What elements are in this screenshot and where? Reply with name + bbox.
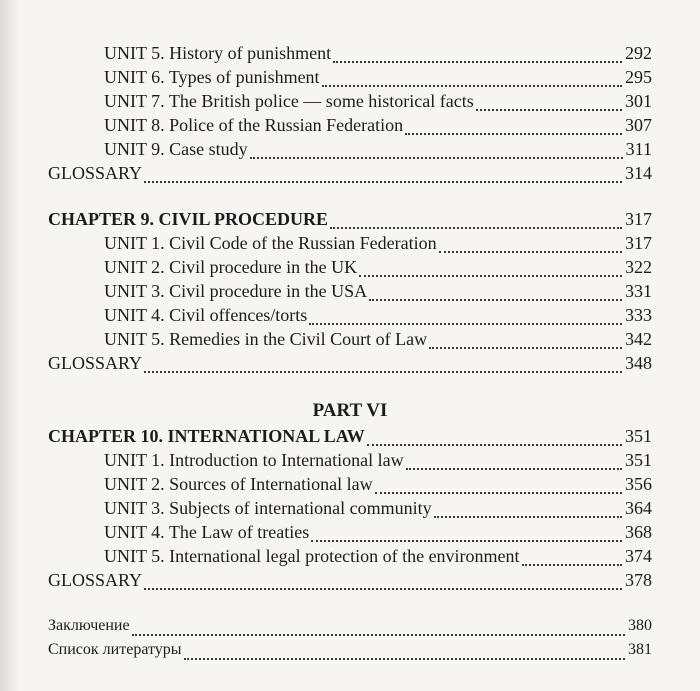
toc-page-number: 311 <box>625 139 652 159</box>
toc-entry-title: UNIT 4. The Law of treaties <box>104 522 310 542</box>
toc-leader-dots <box>439 231 622 253</box>
toc-entry <box>0 327 700 351</box>
toc-leader-dots <box>375 472 622 494</box>
toc-leader-dots <box>132 614 625 636</box>
toc-page-number: 364 <box>625 498 652 518</box>
toc-leader-dots <box>369 279 622 301</box>
toc-entry-title: UNIT 3. Subjects of international community <box>104 498 432 518</box>
toc-leader-dots <box>311 520 622 542</box>
toc-entry-title: UNIT 5. History of punishment <box>104 43 332 63</box>
toc-entry-title: GLOSSARY <box>48 163 143 183</box>
toc-page-number: 292 <box>625 43 652 63</box>
toc-leader-dots <box>144 568 622 590</box>
toc-entry <box>0 496 700 520</box>
toc-page-number: 356 <box>625 474 652 494</box>
toc-entry <box>0 137 700 161</box>
toc-page-number: 307 <box>625 115 652 135</box>
toc-page-number: 331 <box>625 281 652 301</box>
toc-entry <box>0 161 700 185</box>
toc-page-number: 301 <box>625 91 652 111</box>
toc-entry-title: Список литературы <box>48 641 182 658</box>
toc-entry-title: UNIT 8. Police of the Russian Federation <box>104 115 404 135</box>
toc-page-number: 322 <box>625 257 652 277</box>
toc-page-number: 380 <box>628 617 652 634</box>
toc-page-number: 342 <box>625 329 652 349</box>
toc-entry-title: CHAPTER 9. CIVIL PROCEDURE <box>48 209 329 229</box>
toc-page-number: 351 <box>625 426 652 446</box>
toc-leader-dots <box>330 207 622 229</box>
toc-entry <box>0 207 700 231</box>
toc-entry <box>0 113 700 137</box>
toc-entry-title: UNIT 3. Civil procedure in the USA <box>104 281 368 301</box>
toc-entry-title: Заключение <box>48 617 130 634</box>
toc-entry-title: GLOSSARY <box>48 353 143 373</box>
toc-entry <box>0 614 700 638</box>
toc-entry-title: CHAPTER 10. INTERNATIONAL LAW <box>48 426 365 446</box>
toc-entry-title: UNIT 2. Sources of International law <box>104 474 373 494</box>
toc-page-number: 351 <box>625 450 652 470</box>
toc-leader-dots <box>333 41 622 63</box>
toc-entry-title: UNIT 6. Types of punishment <box>104 67 320 87</box>
toc-leader-dots <box>429 327 622 349</box>
toc-leader-dots <box>405 113 622 135</box>
toc-entry <box>0 448 700 472</box>
toc-entry-title: UNIT 5. Remedies in the Civil Court of Law <box>104 329 428 349</box>
toc-entry <box>0 520 700 544</box>
toc-entry <box>0 424 700 448</box>
toc-entry <box>0 351 700 375</box>
toc-leader-dots <box>250 137 623 159</box>
toc-entry <box>0 231 700 255</box>
toc-page-number: 317 <box>625 233 652 253</box>
toc-page-number: 314 <box>625 163 652 183</box>
toc-entry-title: UNIT 4. Civil offences/torts <box>104 305 308 325</box>
toc-page-number: 378 <box>625 570 652 590</box>
toc-leader-dots <box>309 303 622 325</box>
toc-leader-dots <box>406 448 622 470</box>
toc-entry <box>0 255 700 279</box>
toc-entry-title: UNIT 1. Civil Code of the Russian Federation <box>104 233 437 253</box>
toc-page-number: 295 <box>625 67 652 87</box>
toc-entry-title: UNIT 9. Case study <box>104 139 248 159</box>
toc-leader-dots <box>184 638 625 660</box>
toc-entry <box>0 89 700 113</box>
toc-entry-title: UNIT 5. International legal protection of the environment <box>104 546 520 566</box>
toc-page-number: 368 <box>625 522 652 542</box>
toc-leader-dots <box>522 544 622 566</box>
toc-leader-dots <box>359 255 622 277</box>
toc-page-number: 381 <box>628 641 652 658</box>
toc-entry <box>0 279 700 303</box>
toc-entry <box>0 568 700 592</box>
toc-leader-dots <box>144 351 622 373</box>
toc-leader-dots <box>322 65 622 87</box>
toc-entry <box>0 638 700 662</box>
toc-page-number: 333 <box>625 305 652 325</box>
part-title: PART VI <box>312 400 388 421</box>
toc-leader-dots <box>434 496 622 518</box>
toc-entry <box>0 303 700 327</box>
toc-entry <box>0 472 700 496</box>
toc-leader-dots <box>476 89 622 111</box>
toc-entry-title: GLOSSARY <box>48 570 143 590</box>
toc-page-number: 348 <box>625 353 652 373</box>
toc-entry <box>0 65 700 89</box>
toc-entry <box>0 544 700 568</box>
toc-page-number: 374 <box>625 546 652 566</box>
toc-entry-title: UNIT 1. Introduction to International law <box>104 450 404 470</box>
toc-entry-title: UNIT 7. The British police — some historical facts <box>104 91 474 111</box>
toc-entry <box>0 41 700 65</box>
toc-leader-dots <box>367 424 622 446</box>
toc-page-number: 317 <box>625 209 652 229</box>
toc-entry-title: UNIT 2. Civil procedure in the UK <box>104 257 358 277</box>
toc-leader-dots <box>144 161 622 183</box>
